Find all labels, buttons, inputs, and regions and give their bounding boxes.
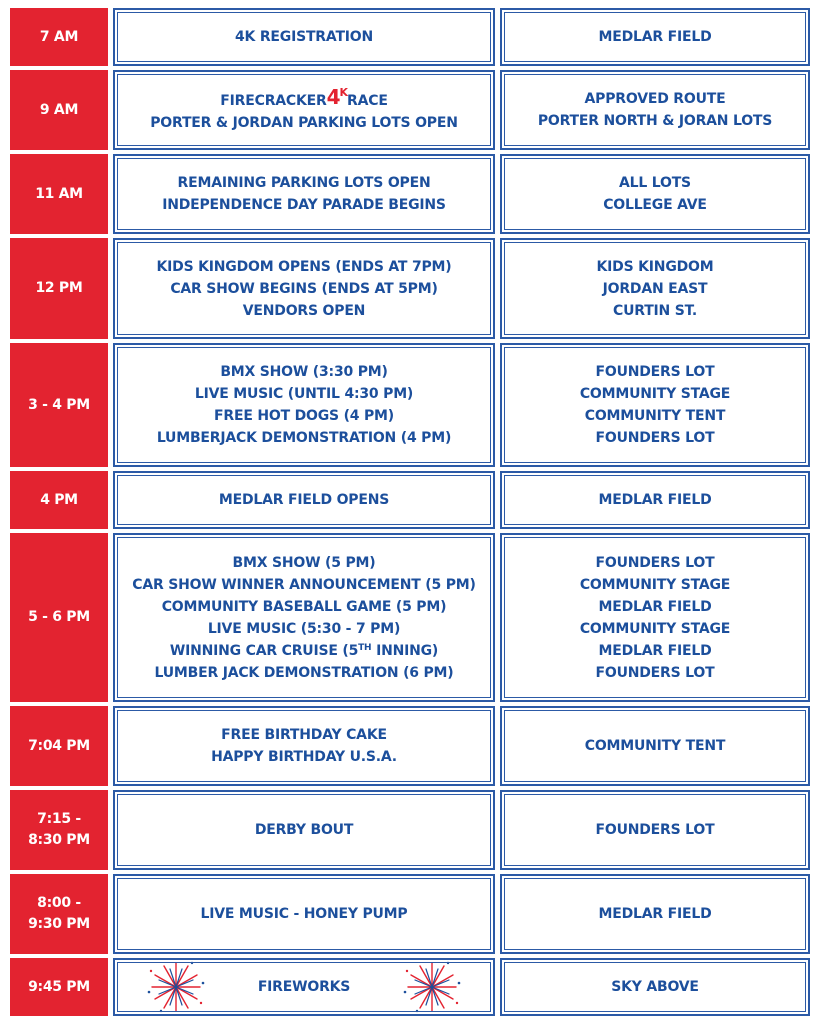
location-text: COLLEGE AVE (603, 197, 707, 213)
location-cell (500, 471, 810, 529)
event-cell (113, 790, 495, 870)
location-cell (500, 706, 810, 786)
location-text: MEDLAR FIELD (598, 492, 712, 508)
event-text: BMX SHOW (3:30 PM) (220, 364, 388, 380)
location-text: COMMUNITY TENT (584, 738, 726, 754)
event-cell (113, 958, 495, 1016)
schedule-row (10, 471, 810, 529)
location-cell (500, 8, 810, 66)
schedule-row (10, 790, 810, 870)
location-text: CURTIN ST. (613, 302, 697, 319)
location-text: FOUNDERS LOT (595, 664, 715, 681)
race-4k-logo: $4^K$ (326, 84, 348, 109)
event-text: FREE HOT DOGS (4 PM) (214, 408, 394, 424)
event-cell (113, 471, 495, 529)
event-text: VENDORS OPEN (242, 302, 366, 319)
location-text: MEDLAR FIELD (598, 598, 712, 615)
event-cell (113, 533, 495, 702)
location-cell (500, 238, 810, 339)
schedule-row (10, 533, 810, 702)
schedule-row (10, 706, 810, 786)
time-cell: 12 PM (10, 238, 108, 339)
time-cell: 9 AM (10, 70, 108, 150)
location-text: APPROVED ROUTE (584, 91, 726, 107)
location-text: FOUNDERS LOT (595, 430, 715, 446)
schedule-row (10, 8, 810, 66)
location-text: COMMUNITY STAGE (579, 576, 731, 593)
event-text: CAR SHOW WINNER ANNOUNCEMENT (5 PM) (132, 576, 476, 593)
schedule-row (10, 958, 810, 1016)
location-cell (500, 343, 810, 467)
location-text: MEDLAR FIELD (598, 642, 712, 659)
firework-icon (400, 959, 464, 1015)
schedule-row (10, 154, 810, 234)
location-cell (500, 958, 810, 1016)
event-text: DERBY BOUT (254, 822, 354, 838)
location-text: MEDLAR FIELD (598, 29, 712, 45)
time-cell: 7 AM (10, 8, 108, 66)
location-text: JORDAN EAST (602, 280, 708, 297)
schedule-row (10, 343, 810, 467)
location-text: COMMUNITY STAGE (579, 620, 731, 637)
event-text: $FIRECRACKER4^KRACE$ (220, 84, 388, 109)
time-cell: 11 AM (10, 154, 108, 234)
event-text: COMMUNITY BASEBALL GAME (5 PM) (161, 598, 447, 615)
event-text: BMX SHOW (5 PM) (232, 554, 376, 571)
event-cell (113, 8, 495, 66)
event-cell (113, 238, 495, 339)
time-cell: 5 - 6 PM (10, 533, 108, 702)
event-text: LUMBERJACK DEMONSTRATION (4 PM) (156, 430, 452, 446)
time-cell: 9:45 PM (10, 958, 108, 1016)
event-text: LUMBER JACK DEMONSTRATION (6 PM) (154, 664, 454, 681)
event-text: LIVE MUSIC (UNTIL 4:30 PM) (194, 386, 414, 402)
event-cell (113, 706, 495, 786)
event-text: HAPPY BIRTHDAY U.S.A. (211, 749, 397, 765)
firework-icon (144, 959, 208, 1015)
schedule-row (10, 874, 810, 954)
event-text: INDEPENDENCE DAY PARADE BEGINS (162, 197, 446, 213)
event-text: KIDS KINGDOM OPENS (ENDS AT 7PM) (156, 258, 452, 275)
location-text: FOUNDERS LOT (595, 364, 715, 380)
location-text: COMMUNITY TENT (584, 408, 726, 424)
event-cell (113, 70, 495, 150)
location-text: PORTER NORTH & JORAN LOTS (537, 113, 773, 129)
event-text: 4K REGISTRATION (234, 29, 374, 45)
schedule-row (10, 238, 810, 339)
time-cell: 7:04 PM (10, 706, 108, 786)
location-text: KIDS KINGDOM (596, 258, 714, 275)
location-cell (500, 533, 810, 702)
event-text: REMAINING PARKING LOTS OPEN (177, 175, 431, 191)
event-text: LIVE MUSIC (5:30 - 7 PM) (207, 620, 401, 637)
location-text: FOUNDERS LOT (595, 822, 715, 838)
location-text: MEDLAR FIELD (598, 906, 712, 922)
location-text: ALL LOTS (619, 175, 691, 191)
location-cell (500, 70, 810, 150)
time-cell: 7:15 - 8:30 PM (10, 790, 108, 870)
event-text: LIVE MUSIC - HONEY PUMP (200, 906, 408, 922)
location-text: FOUNDERS LOT (595, 554, 715, 571)
location-text: SKY ABOVE (611, 979, 699, 995)
location-cell (500, 874, 810, 954)
event-cell (113, 154, 495, 234)
time-cell: 8:00 - 9:30 PM (10, 874, 108, 954)
schedule-row (10, 70, 810, 150)
event-cell (113, 874, 495, 954)
location-text: COMMUNITY STAGE (579, 386, 731, 402)
event-text: MEDLAR FIELD OPENS (218, 492, 390, 508)
event-cell (113, 343, 495, 467)
location-cell (500, 154, 810, 234)
location-cell (500, 790, 810, 870)
event-text: CAR SHOW BEGINS (ENDS AT 5PM) (170, 280, 438, 297)
event-text: FREE BIRTHDAY CAKE (221, 727, 387, 743)
event-text: FIREWORKS (257, 979, 351, 995)
event-text: WINNING CAR CRUISE (5TH INNING) (169, 642, 439, 659)
event-text: PORTER & JORDAN PARKING LOTS OPEN (150, 114, 458, 131)
time-cell: 3 - 4 PM (10, 343, 108, 467)
time-cell: 4 PM (10, 471, 108, 529)
